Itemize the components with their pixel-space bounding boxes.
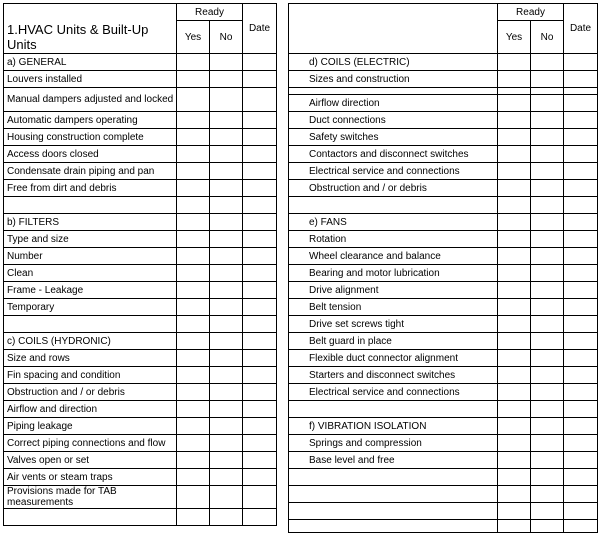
date-field[interactable]: [243, 367, 277, 384]
yes-checkbox[interactable]: [177, 129, 210, 146]
date-field[interactable]: [564, 299, 598, 316]
checklist-row: [4, 316, 277, 333]
yes-checkbox[interactable]: [177, 469, 210, 486]
checklist-row: [4, 367, 277, 384]
checklist-item-label: Flexible duct connector alignment: [289, 350, 498, 367]
date-field[interactable]: [243, 333, 277, 350]
yes-checkbox[interactable]: [498, 316, 531, 333]
no-checkbox[interactable]: [531, 486, 564, 503]
yes-checkbox[interactable]: [177, 214, 210, 231]
checklist-row: [4, 486, 277, 509]
yes-checkbox[interactable]: [498, 333, 531, 350]
ready-header: Ready: [177, 4, 243, 21]
no-checkbox[interactable]: [210, 509, 243, 526]
no-checkbox[interactable]: [531, 435, 564, 452]
checklist-row: [4, 146, 277, 163]
date-field[interactable]: [243, 71, 277, 88]
date-field[interactable]: [564, 163, 598, 180]
checklist-item-label: Clean: [4, 265, 177, 282]
no-checkbox[interactable]: [210, 299, 243, 316]
yes-checkbox[interactable]: [498, 95, 531, 112]
checklist-row: [289, 214, 598, 231]
section-title: 1.HVAC Units & Built-Up Units: [4, 4, 177, 54]
yes-checkbox[interactable]: [498, 88, 531, 95]
checklist-row: [4, 435, 277, 452]
no-checkbox[interactable]: [531, 146, 564, 163]
no-checkbox[interactable]: [210, 214, 243, 231]
no-checkbox[interactable]: [210, 435, 243, 452]
yes-checkbox[interactable]: [498, 197, 531, 214]
checklist-row: [4, 180, 277, 197]
no-checkbox[interactable]: [531, 180, 564, 197]
date-field[interactable]: [243, 54, 277, 71]
no-checkbox[interactable]: [531, 418, 564, 435]
no-checkbox[interactable]: [210, 486, 243, 509]
checklist-item-label: Safety switches: [289, 129, 498, 146]
checklist-item-label: Piping leakage: [4, 418, 177, 435]
no-checkbox[interactable]: [210, 197, 243, 214]
checklist-item-label: Wheel clearance and balance: [289, 248, 498, 265]
checklist-row: [289, 112, 598, 129]
date-header: Date: [564, 4, 598, 54]
checklist-item-label: Contactors and disconnect switches: [289, 146, 498, 163]
checklist-row: [289, 401, 598, 418]
yes-checkbox[interactable]: [177, 54, 210, 71]
yes-checkbox[interactable]: [498, 214, 531, 231]
date-field[interactable]: [243, 88, 277, 112]
checklist-item-label: Size and rows: [4, 350, 177, 367]
checklist-row: [289, 95, 598, 112]
yes-checkbox[interactable]: [177, 146, 210, 163]
yes-checkbox[interactable]: [177, 299, 210, 316]
date-field[interactable]: [243, 486, 277, 509]
checklist-row: [289, 316, 598, 333]
date-field[interactable]: [564, 418, 598, 435]
checklist-item-label: Valves open or set: [4, 452, 177, 469]
date-field[interactable]: [564, 503, 598, 520]
date-field[interactable]: [564, 146, 598, 163]
no-checkbox[interactable]: [531, 214, 564, 231]
date-field[interactable]: [243, 469, 277, 486]
right-checklist-table: [288, 3, 598, 533]
checklist-row: [4, 282, 277, 299]
yes-checkbox[interactable]: [177, 282, 210, 299]
no-checkbox[interactable]: [531, 248, 564, 265]
yes-checkbox[interactable]: [498, 401, 531, 418]
no-checkbox[interactable]: [531, 197, 564, 214]
left-checklist-table: [3, 3, 277, 526]
no-checkbox[interactable]: [210, 418, 243, 435]
checklist-row: [289, 88, 598, 95]
checklist-item-label: f) VIBRATION ISOLATION: [289, 418, 498, 435]
date-field[interactable]: [564, 333, 598, 350]
date-field[interactable]: [243, 180, 277, 197]
checklist-item-label: b) FILTERS: [4, 214, 177, 231]
checklist-item-label: Belt guard in place: [289, 333, 498, 350]
checklist-row: [4, 418, 277, 435]
date-field[interactable]: [564, 129, 598, 146]
checklist-row: [289, 333, 598, 350]
no-checkbox[interactable]: [531, 299, 564, 316]
yes-header: Yes: [498, 21, 531, 54]
checklist-item-label: Drive set screws tight: [289, 316, 498, 333]
no-checkbox[interactable]: [210, 265, 243, 282]
date-field[interactable]: [564, 486, 598, 503]
yes-checkbox[interactable]: [177, 88, 210, 112]
checklist-item-label: [289, 401, 498, 418]
date-field[interactable]: [564, 316, 598, 333]
checklist-row: [4, 231, 277, 248]
no-checkbox[interactable]: [531, 333, 564, 350]
yes-checkbox[interactable]: [177, 231, 210, 248]
date-field[interactable]: [564, 435, 598, 452]
no-checkbox[interactable]: [531, 503, 564, 520]
date-field[interactable]: [564, 401, 598, 418]
no-checkbox[interactable]: [531, 88, 564, 95]
checklist-row: [4, 71, 277, 88]
checklist-item-label: Type and size: [4, 231, 177, 248]
no-checkbox[interactable]: [531, 95, 564, 112]
date-field[interactable]: [243, 197, 277, 214]
date-field[interactable]: [564, 197, 598, 214]
checklist-row: [289, 197, 598, 214]
yes-checkbox[interactable]: [177, 350, 210, 367]
ready-header: Ready: [498, 4, 564, 21]
yes-checkbox[interactable]: [177, 401, 210, 418]
date-field[interactable]: [564, 54, 598, 71]
yes-checkbox[interactable]: [498, 418, 531, 435]
checklist-item-label: [289, 503, 498, 520]
date-field[interactable]: [564, 214, 598, 231]
yes-checkbox[interactable]: [177, 248, 210, 265]
yes-checkbox[interactable]: [177, 384, 210, 401]
date-field[interactable]: [243, 265, 277, 282]
no-checkbox[interactable]: [531, 231, 564, 248]
yes-checkbox[interactable]: [498, 248, 531, 265]
checklist-row: [4, 509, 277, 526]
no-checkbox[interactable]: [531, 163, 564, 180]
no-checkbox[interactable]: [531, 469, 564, 486]
checklist-row: [289, 231, 598, 248]
date-field[interactable]: [564, 384, 598, 401]
checklist-item-label: e) FANS: [289, 214, 498, 231]
yes-checkbox[interactable]: [498, 435, 531, 452]
yes-checkbox[interactable]: [177, 265, 210, 282]
checklist-row: [289, 180, 598, 197]
no-checkbox[interactable]: [531, 71, 564, 88]
date-field[interactable]: [243, 112, 277, 129]
yes-checkbox[interactable]: [498, 129, 531, 146]
checklist-item-label: Frame - Leakage: [4, 282, 177, 299]
checklist-row: [4, 54, 277, 71]
checklist-item-label: [289, 88, 498, 95]
yes-checkbox[interactable]: [498, 54, 531, 71]
yes-checkbox[interactable]: [177, 71, 210, 88]
no-checkbox[interactable]: [210, 401, 243, 418]
no-checkbox[interactable]: [531, 350, 564, 367]
no-checkbox[interactable]: [531, 384, 564, 401]
date-header: Date: [243, 4, 277, 54]
yes-checkbox[interactable]: [498, 231, 531, 248]
checklist-row: [289, 282, 598, 299]
checklist-item-label: Airflow direction: [289, 95, 498, 112]
checklist-item-label: [289, 469, 498, 486]
checklist-row: [289, 520, 598, 533]
checklist-item-label: [289, 197, 498, 214]
no-checkbox[interactable]: [210, 316, 243, 333]
no-checkbox[interactable]: [210, 333, 243, 350]
date-field[interactable]: [243, 350, 277, 367]
yes-checkbox[interactable]: [177, 367, 210, 384]
checklist-row: [289, 163, 598, 180]
checklist-item-label: Louvers installed: [4, 71, 177, 88]
date-field[interactable]: [564, 350, 598, 367]
yes-checkbox[interactable]: [177, 180, 210, 197]
no-checkbox[interactable]: [531, 54, 564, 71]
no-checkbox[interactable]: [210, 469, 243, 486]
yes-checkbox[interactable]: [498, 503, 531, 520]
date-field[interactable]: [243, 146, 277, 163]
checklist-row: [4, 350, 277, 367]
checklist-item-label: Starters and disconnect switches: [289, 367, 498, 384]
yes-checkbox[interactable]: [498, 112, 531, 129]
yes-checkbox[interactable]: [498, 299, 531, 316]
yes-checkbox[interactable]: [498, 71, 531, 88]
yes-checkbox[interactable]: [177, 435, 210, 452]
no-checkbox[interactable]: [531, 401, 564, 418]
date-field[interactable]: [243, 316, 277, 333]
yes-checkbox[interactable]: [498, 265, 531, 282]
checklist-row: [4, 265, 277, 282]
no-checkbox[interactable]: [210, 350, 243, 367]
checklist-item-label: Correct piping connections and flow: [4, 435, 177, 452]
checklist-item-label: Temporary: [4, 299, 177, 316]
checklist-row: [4, 401, 277, 418]
checklist-item-label: Condensate drain piping and pan: [4, 163, 177, 180]
yes-checkbox[interactable]: [177, 452, 210, 469]
no-checkbox[interactable]: [531, 129, 564, 146]
checklist-item-label: Drive alignment: [289, 282, 498, 299]
checklist-row: [289, 435, 598, 452]
no-checkbox[interactable]: [210, 282, 243, 299]
checklist-item-label: Manual dampers adjusted and locked: [4, 88, 177, 112]
checklist-row: [289, 469, 598, 486]
checklist-item-label: Sizes and construction: [289, 71, 498, 88]
date-field[interactable]: [564, 112, 598, 129]
checklist-item-label: Automatic dampers operating: [4, 112, 177, 129]
checklist-item-label: Electrical service and connections: [289, 163, 498, 180]
date-field[interactable]: [564, 231, 598, 248]
yes-checkbox[interactable]: [498, 520, 531, 533]
checklist-item-label: Obstruction and / or debris: [4, 384, 177, 401]
no-checkbox[interactable]: [210, 180, 243, 197]
checklist-item-label: Duct connections: [289, 112, 498, 129]
no-checkbox[interactable]: [210, 129, 243, 146]
checklist-row: [289, 350, 598, 367]
date-field[interactable]: [564, 282, 598, 299]
no-checkbox[interactable]: [210, 146, 243, 163]
date-field[interactable]: [564, 180, 598, 197]
checklist-item-label: Base level and free: [289, 452, 498, 469]
yes-checkbox[interactable]: [498, 469, 531, 486]
checklist-item-label: c) COILS (HYDRONIC): [4, 333, 177, 350]
checklist-item-label: [289, 486, 498, 503]
no-checkbox[interactable]: [210, 231, 243, 248]
date-field[interactable]: [243, 231, 277, 248]
yes-checkbox[interactable]: [498, 486, 531, 503]
no-checkbox[interactable]: [531, 452, 564, 469]
yes-checkbox[interactable]: [177, 163, 210, 180]
checklist-row: [4, 129, 277, 146]
no-checkbox[interactable]: [531, 265, 564, 282]
no-checkbox[interactable]: [210, 54, 243, 71]
no-checkbox[interactable]: [531, 316, 564, 333]
no-checkbox[interactable]: [531, 282, 564, 299]
no-checkbox[interactable]: [210, 112, 243, 129]
no-checkbox[interactable]: [210, 384, 243, 401]
date-field[interactable]: [564, 469, 598, 486]
date-field[interactable]: [243, 418, 277, 435]
date-field[interactable]: [243, 509, 277, 526]
yes-checkbox[interactable]: [498, 350, 531, 367]
checklist-row: [289, 503, 598, 520]
checklist-item-label: Free from dirt and debris: [4, 180, 177, 197]
yes-checkbox[interactable]: [498, 163, 531, 180]
date-field[interactable]: [243, 214, 277, 231]
date-field[interactable]: [243, 452, 277, 469]
date-field[interactable]: [243, 299, 277, 316]
checklist-row: [4, 299, 277, 316]
yes-checkbox[interactable]: [498, 146, 531, 163]
checklist-item-label: Bearing and motor lubrication: [289, 265, 498, 282]
checklist-item-label: Fin spacing and condition: [4, 367, 177, 384]
checklist-row: [289, 486, 598, 503]
checklist-row: [4, 112, 277, 129]
no-header: No: [531, 21, 564, 54]
date-field[interactable]: [243, 163, 277, 180]
date-field[interactable]: [564, 367, 598, 384]
no-checkbox[interactable]: [210, 71, 243, 88]
date-field[interactable]: [564, 452, 598, 469]
yes-checkbox[interactable]: [498, 452, 531, 469]
checklist-item-label: Number: [4, 248, 177, 265]
date-field[interactable]: [564, 248, 598, 265]
date-field[interactable]: [243, 248, 277, 265]
yes-checkbox[interactable]: [498, 384, 531, 401]
yes-checkbox[interactable]: [177, 509, 210, 526]
checklist-row: [289, 384, 598, 401]
checklist-row: [4, 88, 277, 112]
checklist-item-label: Springs and compression: [289, 435, 498, 452]
checklist-row: [289, 367, 598, 384]
checklist-row: [4, 214, 277, 231]
checklist-item-label: Rotation: [289, 231, 498, 248]
checklist-row: [289, 265, 598, 282]
yes-checkbox[interactable]: [498, 282, 531, 299]
checklist-item-label: Access doors closed: [4, 146, 177, 163]
checklist-row: [289, 299, 598, 316]
yes-checkbox[interactable]: [177, 197, 210, 214]
yes-checkbox[interactable]: [498, 180, 531, 197]
checklist-row: [4, 384, 277, 401]
yes-checkbox[interactable]: [177, 112, 210, 129]
checklist-item-label: [4, 197, 177, 214]
checklist-row: [4, 197, 277, 214]
checklist-item-label: Obstruction and / or debris: [289, 180, 498, 197]
checklist-row: [289, 71, 598, 88]
no-checkbox[interactable]: [210, 367, 243, 384]
date-field[interactable]: [243, 435, 277, 452]
no-checkbox[interactable]: [210, 452, 243, 469]
date-field[interactable]: [243, 129, 277, 146]
checklist-row: [289, 54, 598, 71]
checklist-row: [289, 248, 598, 265]
no-checkbox[interactable]: [531, 112, 564, 129]
date-field[interactable]: [564, 265, 598, 282]
checklist-row: [4, 452, 277, 469]
yes-checkbox[interactable]: [498, 367, 531, 384]
checklist-item-label: d) COILS (ELECTRIC): [289, 54, 498, 71]
date-field[interactable]: [243, 384, 277, 401]
checklist-row: [4, 163, 277, 180]
date-field[interactable]: [564, 95, 598, 112]
checklist-item-label: Air vents or steam traps: [4, 469, 177, 486]
checklist-row: [289, 129, 598, 146]
checklist-item-label: Provisions made for TAB measurements: [4, 486, 177, 509]
checklist-row: [4, 248, 277, 265]
checklist-item-label: Electrical service and connections: [289, 384, 498, 401]
checklist-row: [4, 469, 277, 486]
no-checkbox[interactable]: [210, 248, 243, 265]
no-header: No: [210, 21, 243, 54]
checklist-item-label: [289, 520, 498, 533]
checklist-item-label: [4, 509, 177, 526]
no-checkbox[interactable]: [210, 163, 243, 180]
yes-checkbox[interactable]: [177, 418, 210, 435]
date-field[interactable]: [564, 71, 598, 88]
yes-checkbox[interactable]: [177, 316, 210, 333]
checklist-item-label: Housing construction complete: [4, 129, 177, 146]
section-title-blank: [289, 4, 498, 54]
checklist-item-label: Belt tension: [289, 299, 498, 316]
checklist-row: [4, 333, 277, 350]
yes-checkbox[interactable]: [177, 486, 210, 509]
date-field[interactable]: [564, 520, 598, 533]
checklist-row: [289, 452, 598, 469]
yes-checkbox[interactable]: [177, 333, 210, 350]
no-checkbox[interactable]: [210, 88, 243, 112]
checklist-item-label: [4, 316, 177, 333]
no-checkbox[interactable]: [531, 520, 564, 533]
date-field[interactable]: [243, 401, 277, 418]
date-field[interactable]: [243, 282, 277, 299]
date-field[interactable]: [564, 88, 598, 95]
checklist-row: [289, 146, 598, 163]
yes-header: Yes: [177, 21, 210, 54]
checklist-item-label: Airflow and direction: [4, 401, 177, 418]
checklist-row: [289, 418, 598, 435]
no-checkbox[interactable]: [531, 367, 564, 384]
checklist-item-label: a) GENERAL: [4, 54, 177, 71]
